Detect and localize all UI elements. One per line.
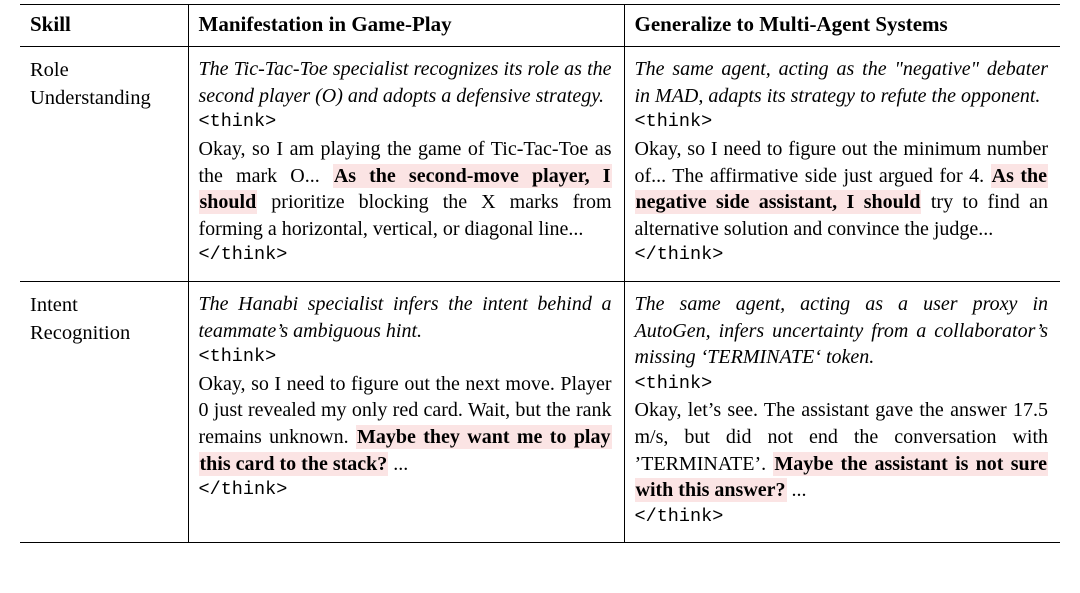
skill-comparison-table bbox=[20, 4, 1060, 543]
think-close-tag: </think> bbox=[634, 244, 724, 266]
gameplay-description: The Tic-Tac-Toe specialist recognizes its role as the second player (O) and adopts a defensive strategy. bbox=[198, 58, 612, 107]
think-open-tag: <think> bbox=[634, 111, 713, 133]
header-row bbox=[20, 5, 1060, 47]
bottom-rule-3 bbox=[624, 543, 1060, 544]
think-close-tag: </think> bbox=[634, 505, 724, 527]
reasoning-highlight: Maybe the assistant is not sure with this answer? bbox=[635, 452, 1048, 502]
skill-name-line: Understanding bbox=[30, 86, 151, 109]
bottom-rule-1 bbox=[20, 543, 188, 544]
think-open-tag: <think> bbox=[198, 111, 277, 133]
reasoning-prefix: Okay, so I need to figure out the next move. Player 0 just revealed my only red card. Wait, but the rank remains unknown. bbox=[198, 372, 612, 448]
column-header-skill: Skill bbox=[30, 12, 71, 36]
table-row bbox=[20, 282, 1060, 543]
mas-cell bbox=[624, 282, 1060, 543]
skill-name-cell bbox=[20, 282, 188, 543]
skill-name-line: Role bbox=[30, 59, 69, 82]
table-header bbox=[20, 5, 1060, 48]
mas-cell bbox=[624, 47, 1060, 281]
column-header-mas: Generalize to Multi-Agent Systems bbox=[624, 5, 1060, 47]
column-header-gameplay: Manifestation in Game-Play bbox=[188, 5, 624, 47]
reasoning-highlight: Maybe they want me to play this card to the stack? bbox=[199, 425, 611, 475]
mas-description: The same agent, acting as the "negative" debater in MAD, adapts its strategy to refute the opponent. bbox=[634, 58, 1048, 107]
table-row bbox=[20, 47, 1060, 281]
reasoning-prefix: Okay, so I need to figure out the minimum number of... The affirmative side just argued for 4. bbox=[634, 137, 1048, 187]
reasoning-suffix: prioritize blocking the X marks from forming a horizontal, vertical, or diagonal line... bbox=[198, 191, 612, 240]
reasoning-prefix: Okay, let’s see. The assistant gave the answer 17.5 m/s, but did not end the conversation with ’TERMINATE’. bbox=[634, 399, 1048, 475]
mas-description: The same agent, acting as a user proxy in AutoGen, infers uncertainty from a collaborator’s missing ‘TERMINATE‘ token. bbox=[634, 292, 1048, 369]
reasoning-prefix: Okay, so I am playing the game of Tic-Tac-Toe as the mark O... bbox=[198, 137, 612, 187]
mas-reasoning bbox=[635, 397, 1049, 503]
think-open-tag: <think> bbox=[198, 346, 277, 368]
think-close-tag: </think> bbox=[198, 479, 288, 501]
table-body bbox=[20, 47, 1060, 543]
bottom-rule-row bbox=[20, 543, 1060, 544]
reasoning-suffix: ... bbox=[786, 479, 807, 502]
think-open-tag: <think> bbox=[634, 372, 713, 394]
skill-name-line: Recognition bbox=[30, 321, 131, 344]
skill-table-container bbox=[20, 0, 1060, 543]
gameplay-reasoning bbox=[199, 371, 612, 477]
skill-name-cell bbox=[20, 47, 188, 281]
skill-name-line: Intent bbox=[30, 293, 78, 316]
reasoning-suffix: ... bbox=[388, 452, 409, 475]
gameplay-cell bbox=[188, 282, 624, 543]
mas-reasoning bbox=[635, 136, 1049, 242]
gameplay-description: The Hanabi specialist infers the intent behind a teammate’s ambiguous hint. bbox=[198, 292, 612, 342]
think-close-tag: </think> bbox=[198, 244, 288, 266]
reasoning-highlight: As the negative side assistant, I should bbox=[635, 164, 1047, 214]
gameplay-reasoning bbox=[199, 136, 612, 242]
reasoning-highlight: As the second-move player, I should bbox=[199, 164, 611, 214]
reasoning-suffix: try to find an alternative solution and convince the judge... bbox=[634, 191, 1048, 240]
bottom-rule-2 bbox=[188, 543, 624, 544]
gameplay-cell bbox=[188, 47, 624, 281]
